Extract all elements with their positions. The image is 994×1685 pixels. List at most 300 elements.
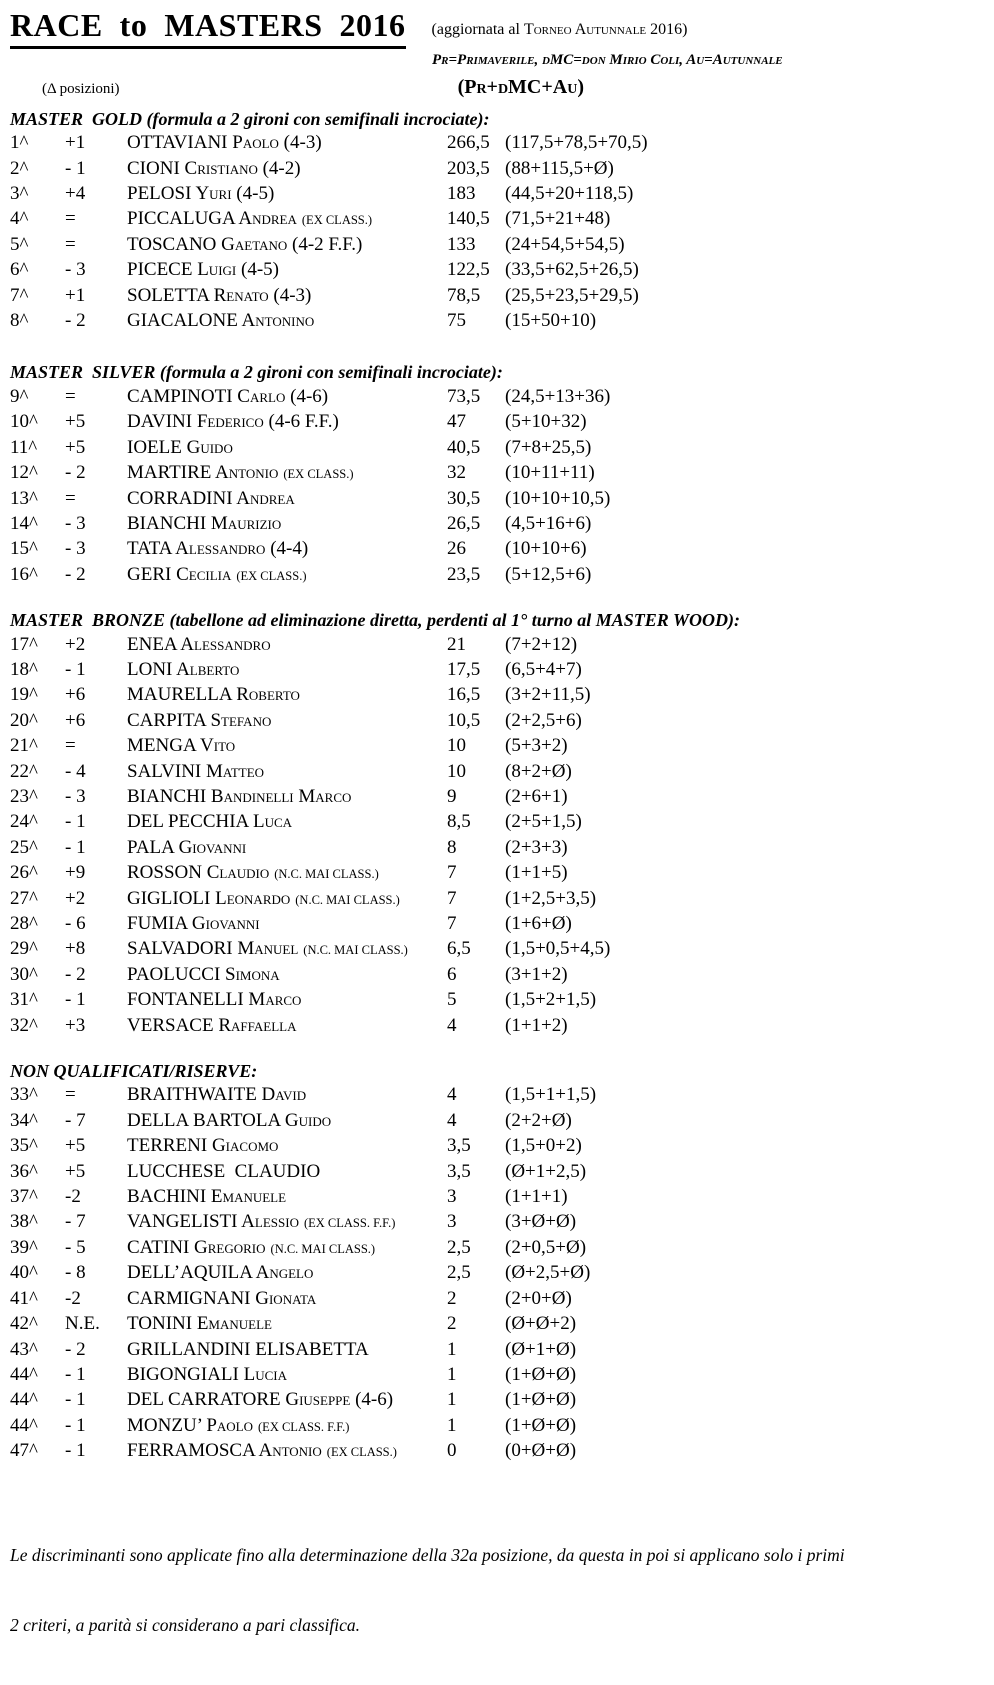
section-rows (0, 385, 994, 588)
title-update-note (432, 21, 688, 39)
total-score: 5 (447, 989, 457, 1011)
total-score: 78,5 (447, 284, 481, 306)
ranking-row (0, 734, 994, 759)
player-name-text: PICECE Luigi (4-5) (127, 259, 279, 281)
player-name (127, 487, 447, 512)
position-change: N.E. (65, 1313, 100, 1335)
player-note: (EX CLASS.) (236, 568, 307, 583)
ranking-row (0, 785, 994, 810)
player-name-text: BACHINI Emanuele (127, 1186, 287, 1208)
rank-position: 20^ (10, 709, 38, 731)
player-name-text: GRILLANDINI ELISABETTA (127, 1338, 369, 1360)
total-score: 8 (447, 836, 457, 858)
ranking-row (0, 633, 994, 658)
player-name-text: CAMPINOTI Carlo (4-6) (127, 385, 329, 407)
section-rows (0, 131, 994, 334)
section-title: MASTER SILVER (formula a 2 gironi con semifinali incrociate): (10, 362, 503, 383)
player-name-text: MAURELLA Roberto (127, 684, 300, 706)
total-score: 1 (447, 1338, 457, 1360)
player-name (127, 1338, 447, 1363)
player-name-text: GIACALONE Antonino (127, 310, 315, 332)
player-name-text: DELLA BARTOLA Guido (127, 1109, 332, 1131)
position-change: = (65, 487, 76, 509)
total-score: 3 (447, 1186, 457, 1208)
player-name (127, 1109, 447, 1134)
rank-position: 11^ (10, 436, 38, 458)
footer-note (0, 1497, 994, 1685)
player-name-text: TERRENI Giacomo (127, 1135, 279, 1157)
footer-line-1: Le discriminanti sono applicate fino alla determinazione della 32a posizione, da questa in poi si applicano solo i primi (10, 1544, 845, 1565)
player-name (127, 537, 447, 562)
player-name (127, 1363, 447, 1388)
ranking-row (0, 1388, 994, 1413)
position-change: - 2 (65, 1338, 86, 1360)
rank-position: 44^ (10, 1414, 38, 1436)
score-breakdown: (6,5+4+7) (505, 658, 582, 680)
total-score: 2,5 (447, 1236, 471, 1258)
player-name (127, 912, 447, 937)
player-name-text: LONI Alberto (127, 658, 240, 680)
total-score: 73,5 (447, 385, 481, 407)
score-breakdown: (1+Ø+Ø) (505, 1363, 577, 1385)
rank-position: 24^ (10, 811, 38, 833)
score-breakdown: (8+2+Ø) (505, 760, 572, 782)
position-change: +1 (65, 132, 86, 154)
position-change: - 2 (65, 563, 86, 585)
title-note-prefix: (aggiornata al (431, 21, 524, 38)
position-change: - 5 (65, 1236, 86, 1258)
score-breakdown: (2+2,5+6) (505, 709, 582, 731)
score-breakdown: (10+10+6) (505, 538, 587, 560)
ranking-row (0, 836, 994, 861)
page-title: RACE to MASTERS 2016 (10, 8, 406, 49)
rank-position: 47^ (10, 1440, 38, 1462)
score-breakdown: (1,5+1+1,5) (505, 1084, 597, 1106)
player-name (127, 233, 447, 258)
player-name (127, 658, 447, 683)
ranking-row (0, 1210, 994, 1235)
score-breakdown: (10+11+11) (505, 462, 595, 484)
player-note: (EX CLASS.) (301, 213, 373, 228)
ranking-row (0, 658, 994, 683)
player-name-text: DEL PECCHIA Luca (127, 811, 293, 833)
rank-position: 37^ (10, 1186, 38, 1208)
rank-position: 41^ (10, 1287, 38, 1309)
player-name-text: TATA Alessandro (4-4) (127, 538, 309, 560)
ranking-row (0, 537, 994, 562)
ranking-row (0, 410, 994, 435)
rank-position: 39^ (10, 1236, 38, 1258)
position-change: +5 (65, 436, 86, 458)
header (0, 8, 994, 49)
ranking-row (0, 1185, 994, 1210)
rank-position: 28^ (10, 913, 38, 935)
player-name (127, 157, 447, 182)
rank-position: 4^ (10, 208, 29, 230)
score-breakdown: (2+5+1,5) (505, 811, 582, 833)
score-sum-label: (Pr+dMC+Au) (457, 75, 584, 98)
rank-position: 15^ (10, 538, 38, 560)
player-name (127, 760, 447, 785)
position-change: +8 (65, 938, 86, 960)
ranking-row (0, 182, 994, 207)
rank-position: 16^ (10, 563, 38, 585)
player-name (127, 1236, 447, 1261)
rank-position: 25^ (10, 836, 38, 858)
position-change: = (65, 735, 76, 757)
player-name-text: CATINI Gregorio (127, 1236, 266, 1258)
position-change: +5 (65, 411, 86, 433)
rank-position: 1^ (10, 132, 29, 154)
position-change: +6 (65, 684, 86, 706)
score-breakdown: (3+Ø+Ø) (505, 1211, 577, 1233)
position-change: - 7 (65, 1109, 86, 1131)
player-name (127, 785, 447, 810)
player-name (127, 709, 447, 734)
total-score: 21 (447, 633, 466, 655)
ranking-row (0, 1287, 994, 1312)
score-breakdown: (Ø+Ø+2) (505, 1313, 577, 1335)
score-breakdown: (1+6+Ø) (505, 913, 572, 935)
player-name-text: MARTIRE Antonio (127, 462, 279, 484)
total-score: 122,5 (447, 259, 490, 281)
rank-position: 23^ (10, 785, 38, 807)
ranking-row (0, 887, 994, 912)
ranking-row (0, 487, 994, 512)
score-breakdown: (1+1+1) (505, 1186, 568, 1208)
score-breakdown: (5+10+32) (505, 411, 587, 433)
player-name (127, 182, 447, 207)
score-breakdown: (1+2,5+3,5) (505, 887, 597, 909)
position-change: - 3 (65, 538, 86, 560)
ranking-row (0, 1083, 994, 1108)
player-name-text: MENGA Vito (127, 735, 236, 757)
player-name (127, 410, 447, 435)
player-name (127, 1388, 447, 1413)
score-breakdown: (5+12,5+6) (505, 563, 592, 585)
ranking-sections (0, 108, 994, 1465)
score-breakdown: (71,5+21+48) (505, 208, 611, 230)
player-name-text: PALA Giovanni (127, 836, 247, 858)
player-note: (N.C. MAI CLASS.) (274, 867, 379, 882)
ranking-row (0, 258, 994, 283)
rank-position: 9^ (10, 385, 29, 407)
rank-position: 18^ (10, 658, 38, 680)
rank-position: 32^ (10, 1014, 38, 1036)
ranking-row (0, 861, 994, 886)
player-name-text: BIANCHI Maurizio (127, 512, 282, 534)
score-breakdown: (7+2+12) (505, 633, 578, 655)
rank-position: 35^ (10, 1135, 38, 1157)
ranking-section (0, 108, 994, 335)
total-score: 2 (447, 1313, 457, 1335)
player-name-text: TOSCANO Gaetano (4-2 F.F.) (127, 233, 363, 255)
rank-position: 10^ (10, 411, 38, 433)
ranking-section (0, 1060, 994, 1465)
player-name (127, 988, 447, 1013)
score-breakdown: (1+1+2) (505, 1014, 568, 1036)
section-rows (0, 1083, 994, 1464)
player-name-text: CARMIGNANI Gionata (127, 1287, 317, 1309)
ranking-section (0, 361, 994, 588)
total-score: 3,5 (447, 1135, 471, 1157)
position-change: -2 (65, 1186, 81, 1208)
total-score: 266,5 (447, 132, 490, 154)
position-change: +2 (65, 887, 86, 909)
rank-position: 43^ (10, 1338, 38, 1360)
player-name (127, 385, 447, 410)
player-note: (EX CLASS. F.F.) (258, 1419, 350, 1434)
section-title: MASTER GOLD (formula a 2 gironi con semifinali incrociate): (10, 108, 490, 129)
score-breakdown: (1+1+5) (505, 862, 568, 884)
position-change: - 1 (65, 1363, 86, 1385)
section-title: MASTER BRONZE (tabellone ad eliminazione diretta, perdenti al 1° turno al MASTER WOOD): (10, 610, 740, 631)
position-change: - 2 (65, 462, 86, 484)
ranking-row (0, 284, 994, 309)
player-name (127, 1414, 447, 1439)
player-name-text: ENEA Alessandro (127, 633, 271, 655)
player-name (127, 284, 447, 309)
total-score: 10,5 (447, 709, 481, 731)
total-score: 40,5 (447, 436, 481, 458)
player-name (127, 1439, 447, 1464)
ranking-row (0, 709, 994, 734)
score-breakdown: (24,5+13+36) (505, 385, 611, 407)
player-name (127, 1210, 447, 1235)
player-name (127, 131, 447, 156)
position-change: +5 (65, 1160, 86, 1182)
rank-position: 44^ (10, 1389, 38, 1411)
player-name (127, 1312, 447, 1337)
player-name-text: FONTANELLI Marco (127, 989, 302, 1011)
player-name-text: FUMIA Giovanni (127, 913, 260, 935)
total-score: 10 (447, 760, 466, 782)
rank-position: 34^ (10, 1109, 38, 1131)
rank-position: 13^ (10, 487, 38, 509)
player-name-text: DAVINI Federico (4-6 F.F.) (127, 411, 339, 433)
position-change: - 3 (65, 785, 86, 807)
title-note-tournament: Torneo Autunnale 2016) (523, 21, 688, 38)
score-breakdown: (1,5+0,5+4,5) (505, 938, 611, 960)
rank-position: 36^ (10, 1160, 38, 1182)
player-note: (EX CLASS. F.F.) (303, 1216, 396, 1231)
position-change: - 1 (65, 811, 86, 833)
score-breakdown: (1,5+0+2) (505, 1135, 582, 1157)
player-name (127, 1261, 447, 1286)
ranking-row (0, 963, 994, 988)
player-name (127, 512, 447, 537)
position-change: - 3 (65, 512, 86, 534)
rank-position: 5^ (10, 233, 29, 255)
section-title: NON QUALIFICATI/RISERVE: (10, 1061, 258, 1082)
player-name (127, 1134, 447, 1159)
total-score: 10 (447, 735, 466, 757)
footer-line-2: 2 criteri, a parità si considerano a pari classifica. (10, 1615, 360, 1636)
position-change: - 1 (65, 1414, 86, 1436)
rank-position: 29^ (10, 938, 38, 960)
rank-position: 26^ (10, 862, 38, 884)
player-name-text: FERRAMOSCA Antonio (127, 1440, 322, 1462)
player-name (127, 1014, 447, 1039)
player-name-text: LUCCHESE CLAUDIO (127, 1160, 321, 1182)
ranking-row (0, 1439, 994, 1464)
score-breakdown: (3+2+11,5) (505, 684, 591, 706)
player-name-text: BIGONGIALI Lucia (127, 1363, 287, 1385)
total-score: 9 (447, 785, 457, 807)
ranking-row (0, 461, 994, 486)
total-score: 8,5 (447, 811, 471, 833)
total-score: 2 (447, 1287, 457, 1309)
ranking-row (0, 1014, 994, 1039)
player-name (127, 461, 447, 486)
position-change: - 6 (65, 913, 86, 935)
total-score: 0 (447, 1440, 457, 1462)
player-name (127, 563, 447, 588)
score-breakdown: (2+6+1) (505, 785, 568, 807)
player-name-text: PELOSI Yuri (4-5) (127, 183, 275, 205)
player-name-text: TONINI Emanuele (127, 1313, 272, 1335)
player-name (127, 963, 447, 988)
player-name-text: CORRADINI Andrea (127, 487, 295, 509)
ranking-row (0, 1160, 994, 1185)
player-name (127, 734, 447, 759)
player-name (127, 810, 447, 835)
tournament-legend: Pr=Primaverile, dMC=don Mirio Coli, Au=Autunnale (432, 51, 783, 68)
score-breakdown: (3+1+2) (505, 963, 568, 985)
position-change: +9 (65, 862, 86, 884)
score-breakdown: (Ø+2,5+Ø) (505, 1262, 591, 1284)
score-breakdown: (Ø+1+Ø) (505, 1338, 577, 1360)
ranking-row (0, 1261, 994, 1286)
ranking-row (0, 512, 994, 537)
score-breakdown: (117,5+78,5+70,5) (505, 132, 648, 154)
score-breakdown: (88+115,5+Ø) (505, 157, 614, 179)
player-note: (N.C. MAI CLASS.) (303, 943, 408, 958)
rank-position: 2^ (10, 157, 29, 179)
ranking-row (0, 1338, 994, 1363)
player-note: (EX CLASS.) (283, 467, 354, 482)
score-breakdown: (1,5+2+1,5) (505, 989, 597, 1011)
player-name-text: SALVINI Matteo (127, 760, 265, 782)
rank-position: 17^ (10, 633, 38, 655)
ranking-row (0, 760, 994, 785)
ranking-row (0, 385, 994, 410)
player-name (127, 683, 447, 708)
player-name-text: CIONI Cristiano (4-2) (127, 157, 301, 179)
rank-position: 40^ (10, 1262, 38, 1284)
score-breakdown: (33,5+62,5+26,5) (505, 259, 639, 281)
total-score: 30,5 (447, 487, 481, 509)
rank-position: 30^ (10, 963, 38, 985)
ranking-row (0, 937, 994, 962)
position-change: +2 (65, 633, 86, 655)
player-name-text: MONZU’ Paolo (127, 1414, 254, 1436)
ranking-row (0, 1236, 994, 1261)
position-change: - 1 (65, 989, 86, 1011)
section-rows (0, 633, 994, 1040)
position-change: = (65, 1084, 76, 1106)
ranking-row (0, 309, 994, 334)
rank-position: 14^ (10, 512, 38, 534)
score-breakdown: (4,5+16+6) (505, 512, 592, 534)
delta-positions-label: (Δ posizioni) (42, 80, 120, 97)
rank-position: 42^ (10, 1313, 38, 1335)
position-change: = (65, 233, 76, 255)
player-name (127, 1287, 447, 1312)
player-note: (N.C. MAI CLASS.) (270, 1241, 376, 1256)
player-name-text: PICCALUGA Andrea (127, 208, 297, 230)
total-score: 7 (447, 887, 457, 909)
player-name-text: OTTAVIANI Paolo (4-3) (127, 132, 322, 154)
player-name (127, 1160, 447, 1185)
player-name (127, 1083, 447, 1108)
total-score: 1 (447, 1414, 457, 1436)
player-note: (EX CLASS.) (326, 1445, 397, 1460)
ranking-section (0, 609, 994, 1039)
player-name-text: DELL’AQUILA Angelo (127, 1262, 314, 1284)
rank-position: 33^ (10, 1084, 38, 1106)
rank-position: 7^ (10, 284, 29, 306)
score-breakdown: (2+2+Ø) (505, 1109, 572, 1131)
total-score: 17,5 (447, 658, 481, 680)
ranking-row (0, 131, 994, 156)
total-score: 133 (447, 233, 476, 255)
column-meta-line (0, 76, 994, 99)
total-score: 47 (447, 411, 466, 433)
position-change: - 7 (65, 1211, 86, 1233)
ranking-row (0, 1414, 994, 1439)
rank-position: 8^ (10, 310, 29, 332)
total-score: 203,5 (447, 157, 490, 179)
total-score: 3 (447, 1211, 457, 1233)
score-breakdown: (24+54,5+54,5) (505, 233, 625, 255)
player-name-text: IOELE Guido (127, 436, 233, 458)
position-change: - 2 (65, 310, 86, 332)
position-change: +1 (65, 284, 86, 306)
player-name (127, 836, 447, 861)
ranking-row (0, 912, 994, 937)
total-score: 23,5 (447, 563, 481, 585)
rank-position: 38^ (10, 1211, 38, 1233)
position-change: +6 (65, 709, 86, 731)
player-name (127, 861, 447, 886)
score-breakdown: (10+10+10,5) (505, 487, 611, 509)
total-score: 26 (447, 538, 466, 560)
position-change: +3 (65, 1014, 86, 1036)
total-score: 4 (447, 1109, 457, 1131)
position-change: - 1 (65, 157, 86, 179)
score-breakdown: (25,5+23,5+29,5) (505, 284, 639, 306)
ranking-row (0, 1312, 994, 1337)
score-breakdown: (Ø+1+2,5) (505, 1160, 587, 1182)
ranking-row (0, 233, 994, 258)
position-change: - 8 (65, 1262, 86, 1284)
rank-position: 31^ (10, 989, 38, 1011)
ranking-row (0, 563, 994, 588)
total-score: 7 (447, 862, 457, 884)
player-name (127, 258, 447, 283)
rank-position: 19^ (10, 684, 38, 706)
player-name-text: GIGLIOLI Leonardo (127, 887, 291, 909)
position-change: - 1 (65, 1389, 86, 1411)
ranking-row (0, 207, 994, 232)
total-score: 4 (447, 1014, 457, 1036)
score-breakdown: (7+8+25,5) (505, 436, 592, 458)
total-score: 183 (447, 183, 476, 205)
rank-position: 44^ (10, 1363, 38, 1385)
total-score: 32 (447, 462, 466, 484)
player-name-text: VERSACE Raffaella (127, 1014, 297, 1036)
